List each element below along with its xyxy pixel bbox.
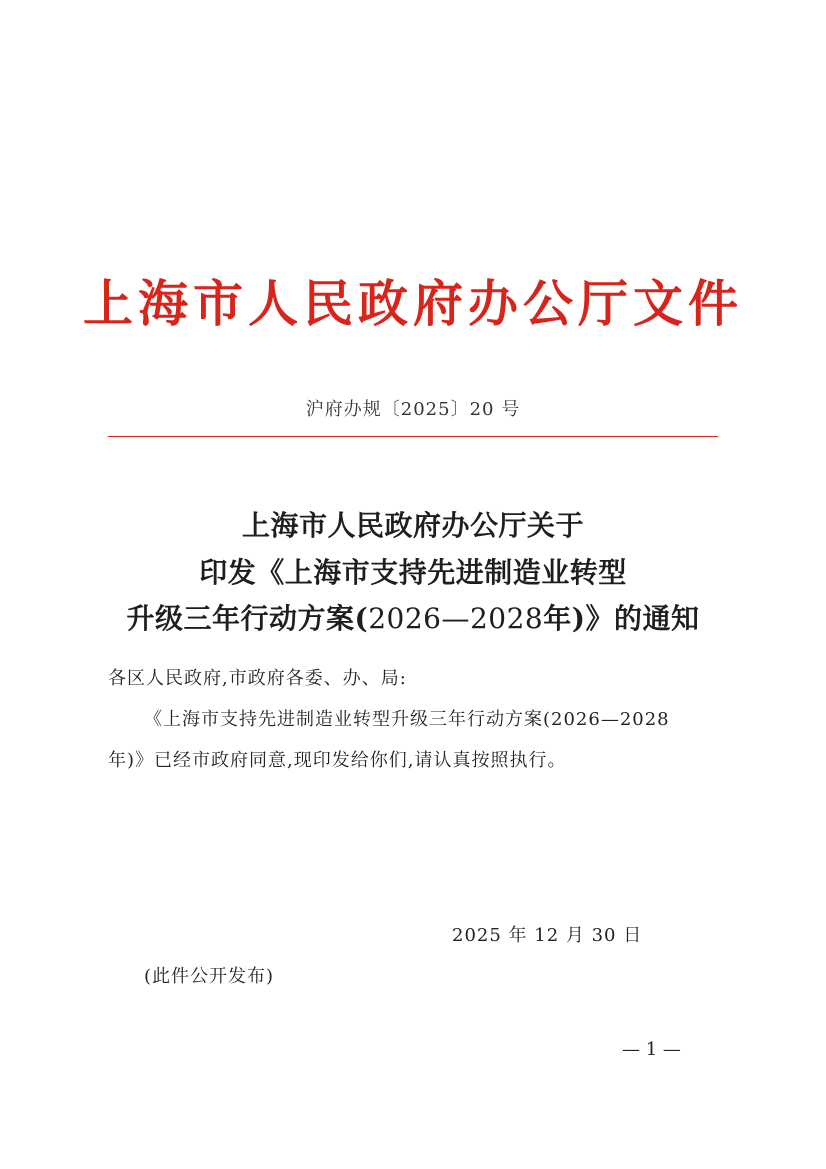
salutation: 各区人民政府,市政府各委、办、局: [108,668,407,689]
body-paragraph-line-2: 年)》已经市政府同意,现印发给你们,请认真按照执行。 [108,750,567,771]
body-paragraph-line-1: 《上海市支持先进制造业转型升级三年行动方案(2026—2028 [144,709,670,730]
page-number: — 1 — [622,1039,681,1060]
notice-title-line-3-suffix: 年)》的通知 [543,602,700,635]
issue-date: 2025 年 12 月 30 日 [452,925,643,946]
notice-title-years: 2026—2028 [368,602,544,635]
publication-note: (此件公开发布) [144,966,275,987]
red-separator-line [108,436,718,437]
notice-title-line-3 [0,599,826,639]
notice-title-line-3-prefix: 升级三年行动方案( [126,602,369,635]
notice-title-line-2: 印发《上海市支持先进制造业转型 [199,556,627,589]
issuer-header-title: 上海市人民政府办公厅文件 [83,274,743,333]
notice-title-line-1: 上海市人民政府办公厅关于 [241,509,584,542]
document-number: 沪府办规〔2025〕20 号 [305,399,521,420]
